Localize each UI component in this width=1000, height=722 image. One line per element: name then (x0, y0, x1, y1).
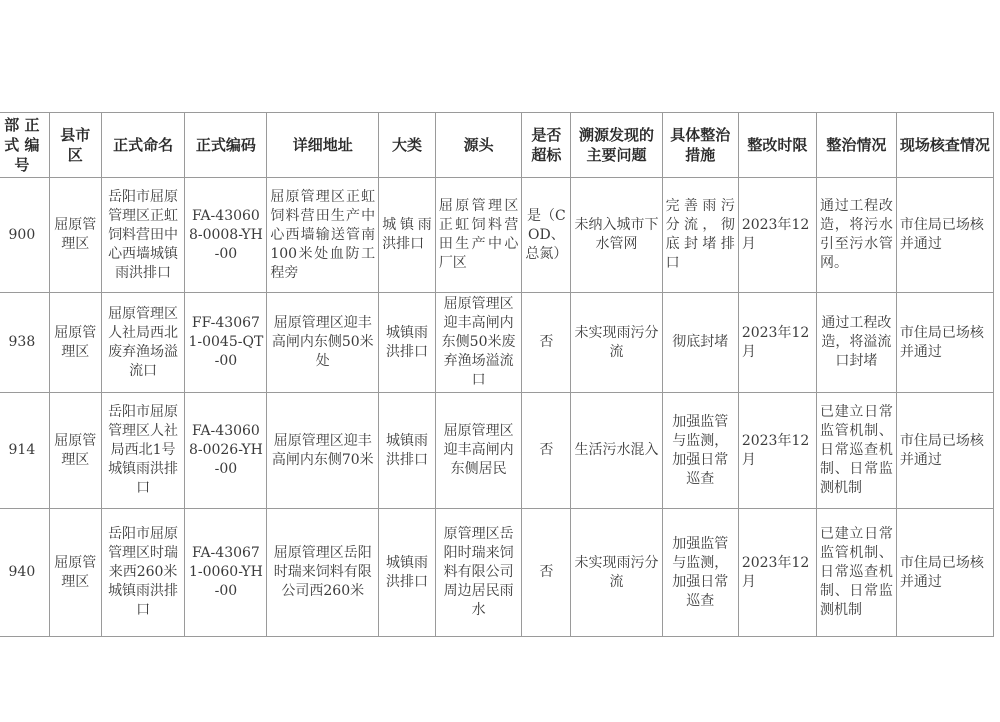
cell-code: FA-430671-0060-YH-00 (185, 509, 267, 637)
cell-category: 城镇雨洪排口 (379, 509, 436, 637)
cell-address: 屈原管理区岳阳时瑞来饲料有限公司西260米 (267, 509, 379, 637)
cell-status: 通过工程改造，将污水引至污水管网。 (816, 178, 896, 293)
header-problem: 溯源发现的主要问题 (571, 113, 662, 178)
header-serial-no: 部 正 式 编 号 (0, 113, 49, 178)
cell-deadline: 2023年12月 (738, 509, 816, 637)
cell-name: 岳阳市屈原管理区人社局西北1号城镇雨洪排口 (101, 393, 185, 509)
table-row (0, 293, 994, 393)
cell-measure: 彻底封堵 (662, 293, 738, 393)
header-measure: 具体整治措施 (662, 113, 738, 178)
cell-problem: 未实现雨污分流 (571, 293, 662, 393)
cell-name: 屈原管理区人社局西北废弃渔场溢流口 (101, 293, 185, 393)
header-category: 大类 (379, 113, 436, 178)
header-exceed: 是否超标 (522, 113, 571, 178)
header-county: 县市区 (49, 113, 101, 178)
header-source: 源头 (435, 113, 522, 178)
cell-county: 屈原管理区 (49, 393, 101, 509)
cell-exceed: 是（COD、总氮） (522, 178, 571, 293)
header-address: 详细地址 (267, 113, 379, 178)
cell-serial-no: 914 (0, 393, 49, 509)
rectification-table (0, 112, 994, 637)
cell-county: 屈原管理区 (49, 509, 101, 637)
header-row (0, 113, 994, 178)
cell-problem: 未纳入城市下水管网 (571, 178, 662, 293)
table-row (0, 393, 994, 509)
cell-county: 屈原管理区 (49, 293, 101, 393)
cell-code: FA-430608-0008-YH-00 (185, 178, 267, 293)
header-code: 正式编码 (185, 113, 267, 178)
cell-site-check: 市住局已场核并通过 (896, 393, 993, 509)
cell-problem: 生活污水混入 (571, 393, 662, 509)
cell-address: 屈原管理区迎丰高闸内东侧50米处 (267, 293, 379, 393)
cell-serial-no: 938 (0, 293, 49, 393)
cell-source: 屈原管理区迎丰高闸内东侧50米废弃渔场溢流口 (435, 293, 522, 393)
cell-source: 屈原管理区迎丰高闸内东侧居民 (435, 393, 522, 509)
cell-name: 岳阳市屈原管理区时瑞来西260米城镇雨洪排口 (101, 509, 185, 637)
cell-source: 原管理区岳阳时瑞来饲料有限公司周边居民雨水 (435, 509, 522, 637)
cell-source: 屈原管理区正虹饲料营田生产中心厂区 (435, 178, 522, 293)
cell-category: 城镇雨洪排口 (379, 178, 436, 293)
header-status: 整治情况 (816, 113, 896, 178)
cell-serial-no: 940 (0, 509, 49, 637)
cell-site-check: 市住局已场核并通过 (896, 178, 993, 293)
header-deadline: 整改时限 (738, 113, 816, 178)
cell-measure: 完善雨污分流，彻底封堵排口 (662, 178, 738, 293)
cell-site-check: 市住局已场核并通过 (896, 509, 993, 637)
cell-code: FF-430671-0045-QT-00 (185, 293, 267, 393)
cell-exceed: 否 (522, 509, 571, 637)
header-site-check: 现场核查情况 (896, 113, 993, 178)
cell-measure: 加强监管与监测，加强日常巡查 (662, 393, 738, 509)
cell-county: 屈原管理区 (49, 178, 101, 293)
cell-name: 岳阳市屈原管理区正虹饲料营田中心西墙城镇雨洪排口 (101, 178, 185, 293)
table-row (0, 509, 994, 637)
cell-status: 已建立日常监管机制、日常巡查机制、日常监测机制 (816, 509, 896, 637)
cell-exceed: 否 (522, 293, 571, 393)
cell-category: 城镇雨洪排口 (379, 293, 436, 393)
cell-status: 通过工程改造，将溢流口封堵 (816, 293, 896, 393)
cell-code: FA-430608-0026-YH-00 (185, 393, 267, 509)
header-name: 正式命名 (101, 113, 185, 178)
cell-deadline: 2023年12月 (738, 293, 816, 393)
cell-exceed: 否 (522, 393, 571, 509)
cell-category: 城镇雨洪排口 (379, 393, 436, 509)
cell-problem: 未实现雨污分流 (571, 509, 662, 637)
cell-status: 已建立日常监管机制、日常巡查机制、日常监测机制 (816, 393, 896, 509)
table-row (0, 178, 994, 293)
cell-address: 屈原管理区正虹饲料营田生产中心西墙输送管南100米处血防工程旁 (267, 178, 379, 293)
cell-serial-no: 900 (0, 178, 49, 293)
cell-site-check: 市住局已场核并通过 (896, 293, 993, 393)
cell-measure: 加强监管与监测，加强日常巡查 (662, 509, 738, 637)
cell-deadline: 2023年12月 (738, 393, 816, 509)
cell-deadline: 2023年12月 (738, 178, 816, 293)
cell-address: 屈原管理区迎丰高闸内东侧70米 (267, 393, 379, 509)
